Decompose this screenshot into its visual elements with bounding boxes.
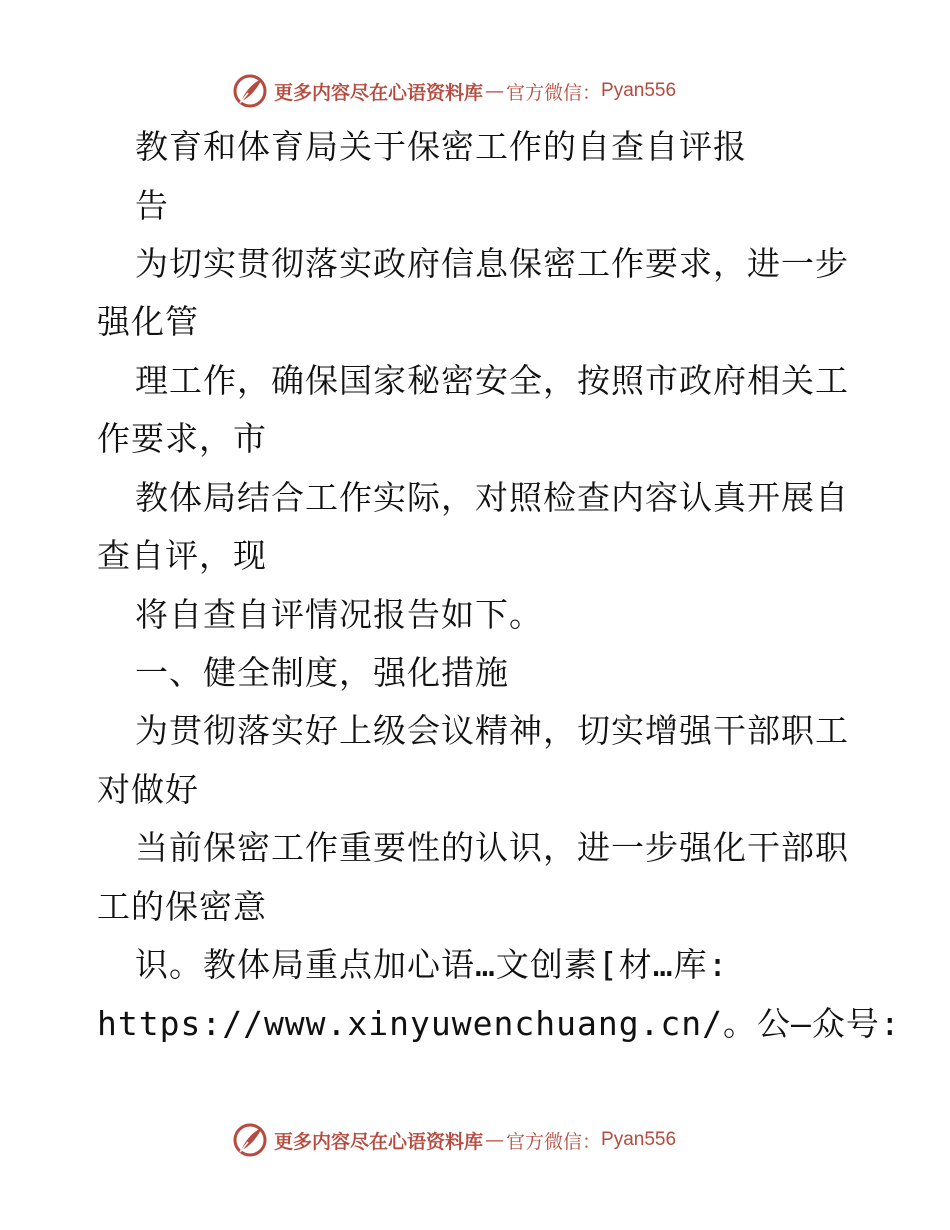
doc-line: 对做好 [97, 770, 199, 809]
doc-line: 识。教体局重点加心语…文创素[材…库: [135, 945, 729, 984]
banner-wechat-id: Pyan556 [601, 80, 677, 101]
doc-title-line-1: 教育和体育局关于保密工作的自查自评报 [135, 127, 747, 166]
banner-dash: — [485, 80, 505, 102]
doc-line: 当前保密工作重要性的认识，进一步强化干部职 [135, 828, 849, 867]
banner-wechat-label: 官方微信： [506, 81, 602, 104]
doc-title-line-2: 告 [135, 186, 169, 225]
doc-section-heading: 一、健全制度，强化措施 [135, 653, 509, 692]
doc-line: 理工作，确保国家秘密安全，按照市政府相关工 [135, 361, 849, 400]
doc-line: 将自查自评情况报告如下。 [135, 595, 543, 634]
doc-line: 教体局结合工作实际，对照检查内容认真开展自 [135, 478, 849, 517]
doc-url-line: https://www.xinyuwenchuang.cn/。公—众号: [97, 1004, 901, 1043]
footer-banner [232, 1121, 676, 1159]
banner-wechat-label: 官方微信： [506, 1130, 602, 1153]
banner-dash: — [485, 1129, 505, 1151]
header-banner [232, 72, 676, 110]
banner-site-name: 更多内容尽在心语资料库 [274, 81, 484, 104]
feather-quill-logo-icon [232, 73, 268, 109]
doc-line: 为贯彻落实好上级会议精神，切实增强干部职工 [135, 711, 849, 750]
banner-site-name: 更多内容尽在心语资料库 [274, 1130, 484, 1153]
doc-line: 为切实贯彻落实政府信息保密工作要求，进一步 [135, 244, 849, 283]
doc-line: 强化管 [97, 302, 199, 341]
doc-line: 工的保密意 [97, 887, 267, 926]
doc-line: 查自评，现 [97, 536, 267, 575]
feather-quill-logo-icon [232, 1122, 268, 1158]
doc-line: 作要求，市 [97, 419, 267, 458]
banner-wechat-id: Pyan556 [601, 1129, 677, 1150]
